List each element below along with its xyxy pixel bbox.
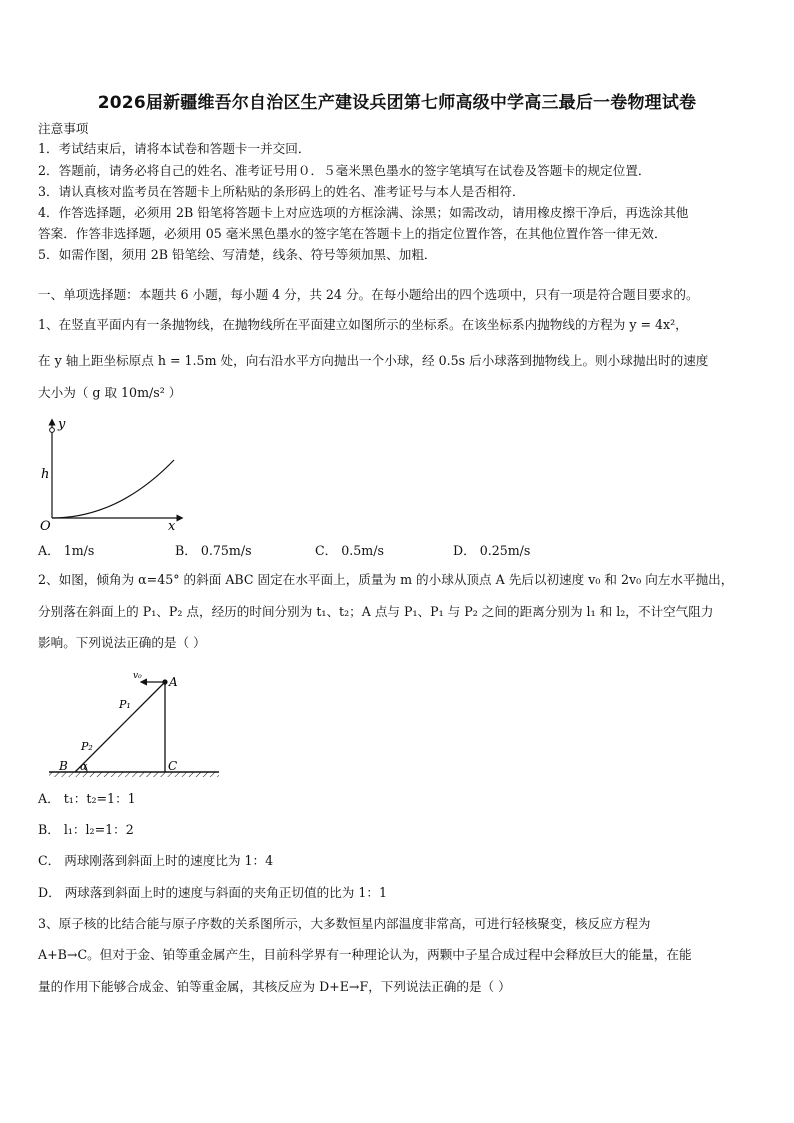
question-2-text: 分别落在斜面上的 P₁、P₂ 点，经历的时间分别为 t₁、t₂；A 点与 P₁、P₁ 与 P₂ 之间的距离分别为 l₁ 和 l₂，不计空气阻力 [38, 604, 714, 619]
incline-figure [45, 666, 225, 782]
note-item: 3．请认真核对监考员在答题卡上所粘贴的条形码上的姓名、准考证号与本人是否相符． [38, 184, 525, 199]
point-c-label: C [168, 759, 178, 773]
question-3-text: 3、原子核的比结合能与原子序数的关系图所示，大多数恒星内部温度非常高，可进行轻核聚变，核反应方程为 [38, 916, 651, 931]
note-item: 答案．作答非选择题，必须用 05 毫米黑色墨水的签字笔在答题卡上的指定位置作答，在其他位置作答一律无效． [38, 226, 667, 241]
notes-heading: 注意事项 [38, 121, 89, 136]
page-title: 2026届新疆维吾尔自治区生产建设兵团第七师高级中学高三最后一卷物理试卷 [97, 93, 697, 113]
question-2-text: 2、如图，倾角为 α=45° 的斜面 ABC 固定在水平面上，质量为 m 的小球从顶点 A 先后以初速度 v₀ 和 2v₀ 向左水平抛出， [38, 572, 734, 587]
origin-label: O [40, 519, 51, 534]
option-d[interactable]: D． 两球落到斜面上时的速度与斜面的夹角正切值的比为 1：1 [38, 885, 387, 900]
option-c[interactable]: C． 两球刚落到斜面上时的速度比为 1：4 [38, 853, 274, 868]
option-a[interactable]: A． 1m/s [38, 543, 95, 558]
note-item: 4．作答选择题，必须用 2B 铅笔将答题卡上对应选项的方框涂满、涂黑；如需改动，请用橡皮擦干净后，再选涂其他 [38, 205, 689, 220]
x-axis-label: x [168, 519, 176, 534]
p1-label: P₁ [119, 698, 131, 711]
option-b[interactable]: B． l₁：l₂=1：2 [38, 822, 134, 837]
note-item: 1．考试结束后，请将本试卷和答题卡一并交回． [38, 141, 311, 156]
option-c[interactable]: C． 0.5m/s [315, 543, 384, 558]
question-1-text: 在 y 轴上距坐标原点 h = 1.5m 处，向右沿水平方向抛出一个小球，经 0.5s 后小球落到抛物线上。则小球抛出时的速度 [38, 353, 709, 368]
note-item: 5．如需作图，须用 2B 铅笔绘、写清楚，线条、符号等须加黑、加粗． [38, 247, 437, 262]
v0-label: v₀ [133, 671, 142, 681]
alpha-label: α [80, 760, 88, 773]
question-1-options [38, 540, 758, 558]
launch-point [50, 428, 55, 433]
question-3-text: 量的作用下能够合成金、铂等重金属，其核反应为 D+E→F，下列说法正确的是（ ） [38, 979, 511, 994]
ball [162, 679, 167, 684]
question-2-text: 影响。下列说法正确的是（ ） [38, 635, 206, 650]
option-a[interactable]: A． t₁：t₂=1：1 [38, 791, 136, 806]
question-1-text: 1、在竖直平面内有一条抛物线，在抛物线所在平面建立如图所示的坐标系。在该坐标系内抛物线的方程为 y = 4x²， [38, 317, 688, 332]
h-label: h [41, 467, 50, 482]
note-item: 2．答题前，请务必将自己的姓名、准考证号用０．５毫米黑色墨水的签字笔填写在试卷及答题卡的规定位置． [38, 163, 651, 178]
point-b-label: B [59, 759, 68, 773]
incline-slope [75, 682, 165, 772]
y-axis-label: y [58, 417, 66, 432]
parabola-figure [38, 412, 188, 534]
p2-label: P₂ [81, 740, 93, 753]
option-b[interactable]: B． 0.75m/s [175, 543, 252, 558]
option-d[interactable]: D． 0.25m/s [453, 543, 531, 558]
question-1-text: 大小为（ g 取 10m/s² ） [38, 385, 182, 400]
section-heading: 一、单项选择题：本题共 6 小题，每小题 4 分，共 24 分。在每小题给出的四个选项中，只有一项是符合题目要求的。 [38, 287, 699, 302]
ground-hatch [49, 772, 219, 777]
question-3-text: A+B→C。但对于金、铂等重金属产生，目前科学界有一种理论认为，两颗中子星合成过程中会释放巨大的能量，在能 [38, 947, 692, 962]
parabola-curve [52, 460, 174, 518]
point-a-label: A [169, 675, 178, 689]
